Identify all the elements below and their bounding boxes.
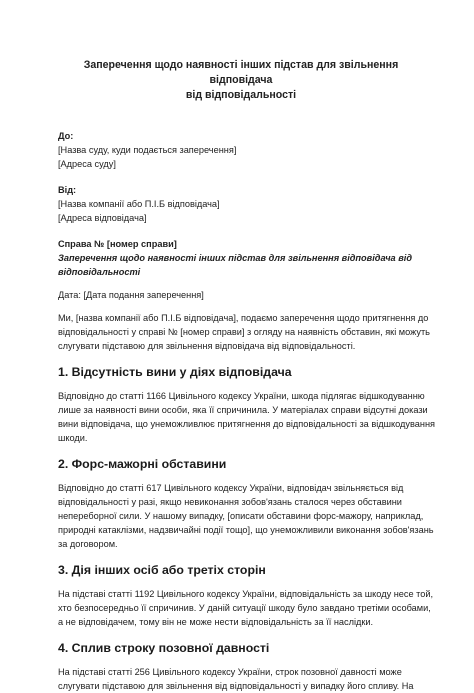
section-1-line-1: Відповідно до статті 1166 Цивільного кодексу України, шкода підлягає відшкодуванню (58, 391, 425, 401)
section-2-line-1: Відповідно до статті 617 Цивільного кодексу України, відповідач звільняється від (58, 483, 404, 493)
section-4-heading: 4. Сплив строку позовної давності (58, 641, 270, 655)
recipient-court-name: [Назва суду, куди подається заперечення] (58, 145, 237, 155)
section-3-heading: 3. Дія інших осіб або третіх сторін (58, 563, 266, 577)
recipient-court-address: [Адреса суду] (58, 159, 116, 169)
recipient-block (58, 129, 424, 171)
recipient-label: До: (58, 131, 74, 141)
intro-line-3: слугувати підставою для звільнення відповідача від відповідальності. (58, 341, 356, 351)
section-1-heading: 1. Відсутність вини у діях відповідача (58, 365, 292, 379)
case-subject-line-1: Заперечення щодо наявності інших підстав для звільнення відповідача від (58, 253, 413, 263)
title-line-1: Заперечення щодо наявності інших підстав для звільнення відповідача (83, 59, 399, 86)
section-1-line-2: лише за наявності вини особи, яка її спричинила. У матеріалах справи відсутні докази (58, 405, 428, 415)
section-3-line-1: На підставі статті 1192 Цивільного кодексу України, відповідальність за шкоду несе той, (58, 589, 434, 599)
case-number: Справа № [номер справи] (58, 239, 177, 249)
section-2-line-2: відповідальності у разі, якщо невиконання зобов'язань сталося через обставини (58, 497, 402, 507)
section-4-line-1: На підставі статті 256 Цивільного кодексу України, строк позовної давності може (58, 667, 402, 677)
document-title (58, 58, 424, 103)
case-subject (58, 251, 424, 279)
section-2-line-4: природні катаклізми, надзвичайні події тощо], що унеможливили виконання зобов'язань (58, 525, 434, 535)
section-1-body (58, 389, 435, 445)
sender-name: [Назва компанії або П.І.Б відповідача] (58, 199, 220, 209)
intro-line-2: відповідальності у справі № [номер справи] з огляду на наявність обставин, які можуть (58, 327, 430, 337)
title-line-2: від відповідальності (185, 89, 297, 101)
sender-address: [Адреса відповідача] (58, 213, 147, 223)
section-4-line-2: слугувати підставою для звільнення від відповідальності у випадку його спливу. На (58, 681, 414, 691)
section-3-line-2: хто безпосередньо її спричинив. У даній ситуації шкоду було завдано третіми особами, (58, 603, 431, 613)
intro-paragraph (58, 311, 430, 353)
filing-date: Дата: [Дата подання заперечення] (58, 290, 204, 300)
section-4-body (58, 665, 424, 693)
section-2-body (58, 481, 434, 551)
sender-label: Від: (58, 185, 77, 195)
section-2-line-5: за договором. (58, 539, 118, 549)
section-2-heading: 2. Форс-мажорні обставини (58, 457, 227, 471)
sender-block (58, 183, 424, 225)
intro-line-1: Ми, [назва компанії або П.І.Б відповідача], подаємо заперечення щодо притягнення до (58, 313, 429, 323)
case-subject-line-2: відповідальності (58, 267, 141, 277)
section-2-line-3: непереборної сили. У нашому випадку, [описати обставини форс-мажору, наприклад, (58, 511, 424, 521)
section-1-line-4: шкоди. (58, 433, 88, 443)
section-3-line-3: а не відповідачем, тому він не може нести відповідальність за її наслідки. (58, 617, 374, 627)
section-1-line-3: вини відповідача, що унеможливлює притягнення до відповідальності за відшкодування (58, 419, 435, 429)
section-3-body (58, 587, 434, 629)
